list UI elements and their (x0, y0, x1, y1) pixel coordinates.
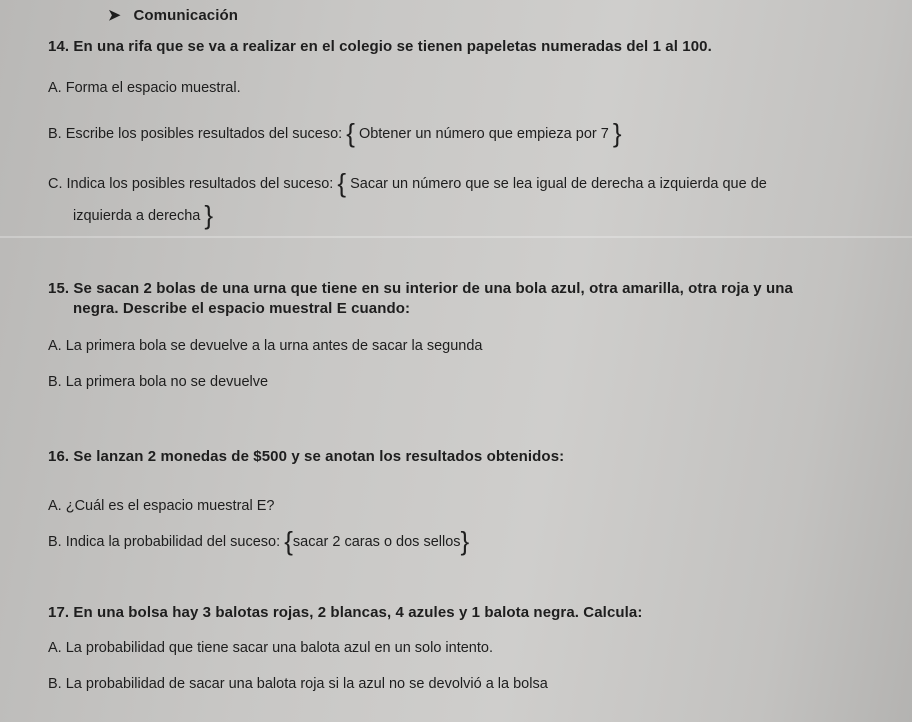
event-text: Obtener un número que empieza por 7 (358, 126, 609, 142)
question-15-b: B. La primera bola no se devuelve (48, 374, 269, 390)
item-text: B. Escribe los posibles resultados del suceso: (48, 126, 343, 142)
close-brace: } (460, 526, 470, 556)
question-15-title-2: negra. Describe el espacio muestral E cuando: (73, 300, 411, 317)
event-text: izquierda a derecha (73, 208, 201, 224)
question-15-title-1: 15. Se sacan 2 bolas de una urna que tiene en su interior de una bola azul, otra amarilla, otra roja y una (48, 280, 793, 297)
item-text: C. Indica los posibles resultados del suceso: (48, 176, 334, 192)
arrow-bullet-icon: ➤ (108, 7, 121, 24)
section-heading (108, 6, 238, 24)
question-17-b: B. La probabilidad de sacar una balota roja si la azul no se devolvió a la bolsa (48, 676, 548, 692)
item-text: B. Indica la probabilidad del suceso: (48, 534, 281, 550)
question-17-a: A. La probabilidad que tiene sacar una balota azul en un solo intento. (48, 640, 493, 656)
event-text: sacar 2 caras o dos sellos (292, 534, 461, 550)
question-17-title: 17. En una bolsa hay 3 balotas rojas, 2 blancas, 4 azules y 1 balota negra. Calcula: (48, 604, 643, 621)
question-14-c (48, 170, 767, 196)
question-16-b (48, 528, 469, 554)
close-brace: } (204, 200, 214, 230)
question-16-title: 16. Se lanzan 2 monedas de $500 y se anotan los resultados obtenidos: (48, 448, 565, 465)
paper-fold (0, 236, 912, 238)
question-14-b (48, 120, 622, 146)
open-brace: { (337, 168, 347, 198)
open-brace: { (284, 526, 293, 556)
question-14-c-cont (73, 202, 213, 228)
event-text: Sacar un número que se lea igual de derecha a izquierda que de (350, 176, 767, 192)
open-brace: { (346, 118, 355, 148)
close-brace: } (612, 118, 622, 148)
question-14-a: A. Forma el espacio muestral. (48, 80, 241, 96)
question-16-a: A. ¿Cuál es el espacio muestral E? (48, 498, 275, 514)
section-title: Comunicación (133, 7, 239, 24)
question-14-title: 14. En una rifa que se va a realizar en el colegio se tienen papeletas numeradas del 1 al 100. (48, 38, 712, 55)
question-15-a: A. La primera bola se devuelve a la urna antes de sacar la segunda (48, 338, 483, 354)
